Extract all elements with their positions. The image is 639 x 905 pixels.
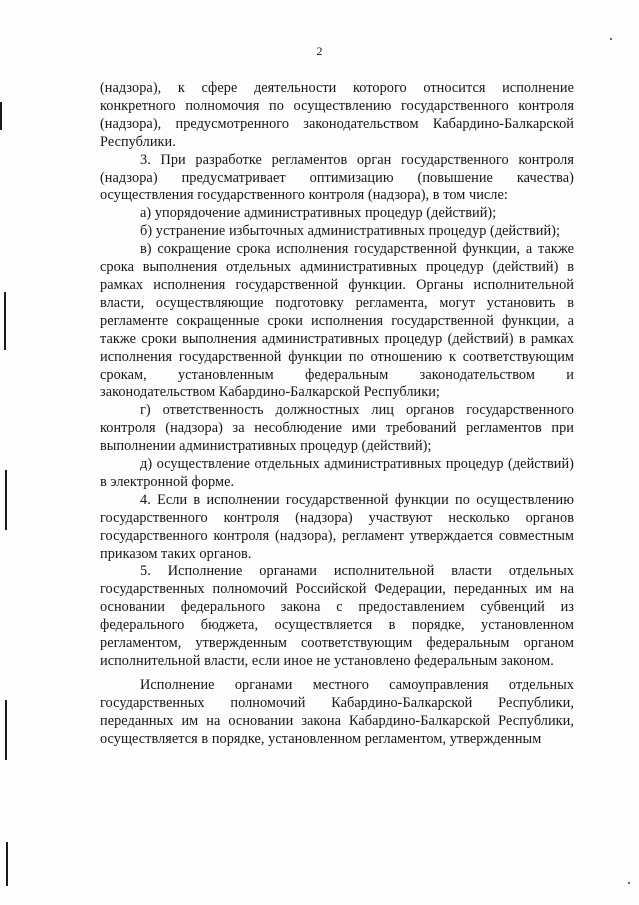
paragraph-subitem-b: б) устранение избыточных административных процедур (действий);	[140, 223, 560, 240]
scan-artifact-mark	[5, 470, 7, 530]
paragraph-subitem-a: а) упорядочение административных процедур (действий);	[140, 205, 497, 222]
paragraph-item-5: 5. Исполнение органами исполнительной власти отдельных государственных полномочий Российской Федерации, переданных им на основании федерального закона с предоставлением субвенций из федерального бюджета, осуществляется в порядке, установленном регламентом, утвержденным соответствующим федеральным органом исполнительной власти, если иное не установлено федеральным законом.	[100, 563, 574, 669]
scan-artifact-dot	[610, 38, 612, 40]
paragraph-subitem-g: г) ответственность должностных лиц органов государственного контроля (надзора) за несоблюдение ими требований регламентов при выполнении административных процедур (действий);	[100, 402, 574, 455]
paragraph-subitem-d: д) осуществление отдельных административных процедур (действий) в электронной форме.	[100, 456, 574, 490]
paragraph-item-4: 4. Если в исполнении государственной функции по осуществлению государственного контроля (надзора) участвуют несколько органов государственного контроля (надзора), регламент утверждается совместным приказом таких органов.	[100, 491, 574, 562]
scan-artifact-dot	[628, 882, 630, 884]
page-number: 2	[316, 44, 323, 58]
paragraph-local-government: Исполнение органами местного самоуправления отдельных государственных полномочий Кабардино-Балкарской Республики, переданных им на основании закона Кабардино-Балкарской Республики, осуществляется в порядке, установленном регламентом, утвержденным	[100, 676, 574, 747]
paragraph-subitem-v: в) сокращение срока исполнения государственной функции, а также срока выполнения отдельных административных процедур (действий) в рамках исполнения государственной функции. Органы исполнительной власти, осуществляющие подготовку регламента, могут установить в регламенте сокращенные сроки исполнения государственной функции, а также сроки выполнения административных процедур (действий) в рамках исполнения государственной функции по отношению к соответствующим срокам, установленным федеральным законодательством и законодательством Кабардино-Балкарской Республики;	[100, 241, 574, 401]
paragraph-continuation: (надзора), к сфере деятельности которого относится исполнение конкретного полномочия по осуществлению государственного контроля (надзора), предусмотренного законодательством Кабардино-Балкарской Республики.	[100, 80, 574, 150]
scan-artifact-mark	[6, 842, 8, 886]
scan-artifact-mark	[5, 700, 7, 760]
scan-artifact-mark	[4, 292, 6, 350]
scan-artifact-mark	[0, 102, 2, 130]
document-body	[100, 80, 574, 749]
paragraph-item-3: 3. При разработке регламентов орган государственного контроля (надзора) предусматривает оптимизацию (повышение качества) осуществления государственного контроля (надзора), в том числе:	[100, 151, 574, 204]
